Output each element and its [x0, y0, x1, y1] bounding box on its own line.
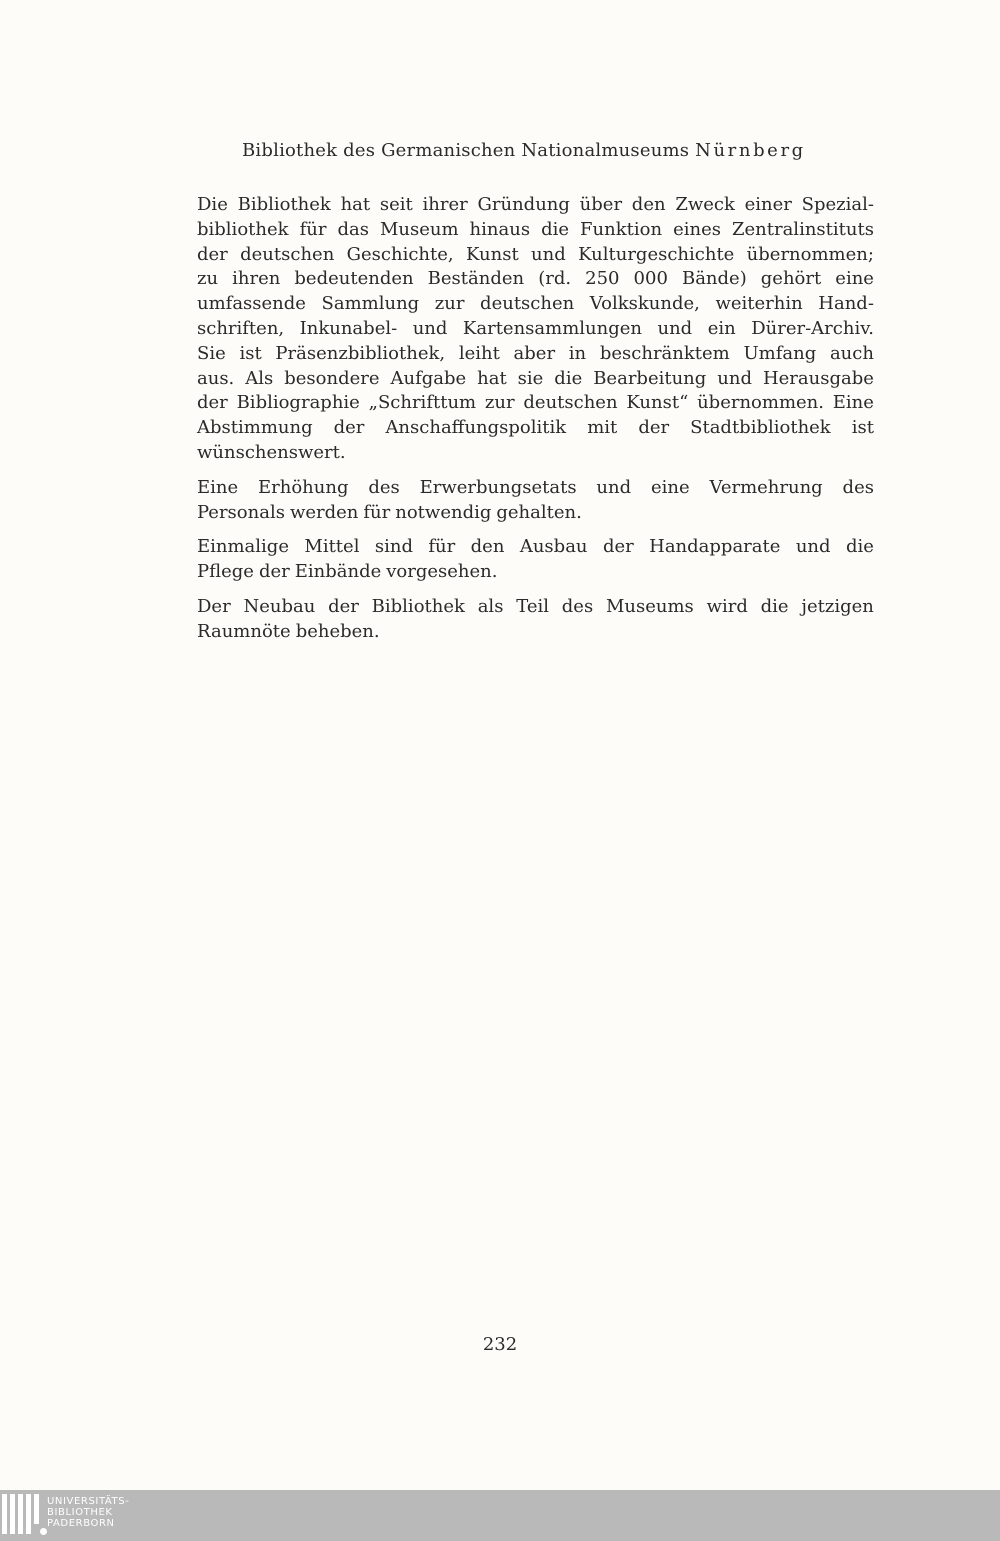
text-line: Raumnöte beheben.: [197, 620, 380, 642]
text-line: wünschenswert.: [197, 441, 346, 463]
text-line: schriften, Inkunabel- und Kartensammlungen und ein Dürer-Archiv.: [197, 317, 874, 339]
heading-text: Bibliothek des Germanischen Nationalmuseums: [242, 140, 696, 161]
text-line: der deutschen Geschichte, Kunst und Kulturgeschichte übernommen;: [197, 243, 874, 265]
text-line: Pflege der Einbände vorgesehen.: [197, 561, 498, 583]
text-line: Die Bibliothek hat seit ihrer Gründung über den Zweck einer Spezial-: [197, 194, 874, 215]
text-line: der Bibliographie „Schrifttum zur deutschen Kunst“ übernommen. Eine: [197, 392, 874, 414]
text-line: Abstimmung der Anschaffungspolitik mit der Stadtbibliothek ist: [197, 417, 874, 439]
text-line: umfassende Sammlung zur deutschen Volkskunde, weiterhin Hand-: [197, 293, 874, 315]
heading-city: Nürnberg: [695, 140, 806, 161]
page-number: 232: [482, 1334, 518, 1355]
text-line: Sie ist Präsenzbibliothek, leiht aber in beschränktem Umfang auch: [197, 342, 874, 364]
logo-line-2: BIBLIOTHEK: [47, 1507, 113, 1518]
logo-dot-icon: [40, 1528, 47, 1535]
logo-text: [47, 1494, 129, 1529]
logo-line-3: PADERBORN: [47, 1518, 115, 1529]
paragraph: [197, 595, 874, 645]
body-text: [197, 193, 874, 645]
page-heading: [242, 140, 842, 161]
paragraph: [197, 193, 874, 466]
paragraph: [197, 476, 874, 526]
text-line: Einmalige Mittel sind für den Ausbau der Handapparate und die: [197, 536, 874, 558]
library-footer-bar: [0, 1490, 1000, 1541]
text-line: Personals werden für notwendig gehalten.: [197, 501, 582, 523]
library-logo: [2, 1494, 129, 1538]
paragraph: [197, 535, 874, 585]
logo-bars-icon: [2, 1494, 39, 1534]
text-line: bibliothek für das Museum hinaus die Funktion eines Zentralinstituts: [197, 218, 874, 240]
logo-line-1: UNIVERSITÄTS-: [47, 1496, 130, 1507]
text-line: Eine Erhöhung des Erwerbungsetats und eine Vermehrung des: [197, 476, 874, 498]
text-line: aus. Als besondere Aufgabe hat sie die Bearbeitung und Herausgabe: [197, 367, 874, 389]
text-line: zu ihren bedeutenden Beständen (rd. 250 000 Bände) gehört eine: [197, 268, 874, 290]
text-line: Der Neubau der Bibliothek als Teil des Museums wird die jetzigen: [197, 595, 874, 617]
